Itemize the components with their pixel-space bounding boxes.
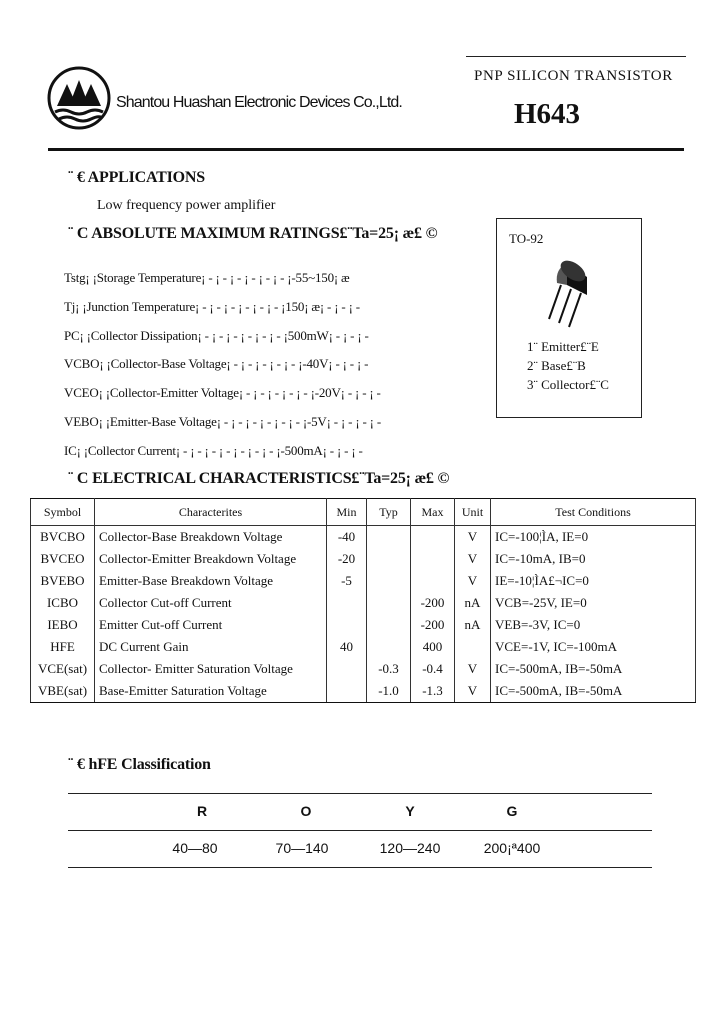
range-y: 120—240 (379, 840, 441, 856)
cell-symbol: ICBO (31, 592, 95, 614)
cell-typ (367, 548, 411, 570)
cell-characteristic: Emitter-Base Breakdown Voltage (95, 570, 327, 592)
table-header-row (31, 499, 696, 526)
cell-unit (455, 636, 491, 658)
rating-emitter-base-voltage: VEBO¡ ¡Emitter-Base Voltage¡ - ¡ - ¡ - ¡ - ¡ - ¡ - ¡-5V¡ - ¡ - ¡ - ¡ - (64, 414, 381, 429)
cell-unit: V (455, 680, 491, 703)
pin-1-emitter: 1¨ Emitter£¨E (527, 339, 599, 354)
cell-max: -200 (411, 592, 455, 614)
cell-typ (367, 570, 411, 592)
header-divider (48, 148, 684, 151)
cell-symbol: BVCBO (31, 526, 95, 549)
company-name: Shantou Huashan Electronic Devices Co.,Ltd. (116, 94, 402, 111)
cell-test-conditions: VCE=-1V, IC=-100mA (491, 636, 696, 658)
cell-typ (367, 614, 411, 636)
range-o: 70—140 (275, 840, 329, 856)
table-row (31, 636, 696, 658)
cell-test-conditions: VEB=-3V, IC=0 (491, 614, 696, 636)
cell-unit: V (455, 570, 491, 592)
cell-symbol: VBE(sat) (31, 680, 95, 703)
cell-max (411, 526, 455, 549)
cell-min (327, 658, 367, 680)
applications-heading: ¨ € APPLICATIONS (68, 169, 205, 186)
rating-junction-temperature: Tj¡ ¡Junction Temperature¡ - ¡ - ¡ - ¡ - ¡ - ¡ - ¡150¡ æ¡ - ¡ - ¡ - (64, 299, 360, 314)
rating-collector-emitter-voltage: VCEO¡ ¡Collector-Emitter Voltage¡ - ¡ - ¡ - ¡ - ¡ - ¡-20V¡ - ¡ - ¡ - (64, 385, 381, 400)
cell-typ (367, 526, 411, 549)
cell-test-conditions: IC=-500mA, IB=-50mA (491, 658, 696, 680)
cell-characteristic: Base-Emitter Saturation Voltage (95, 680, 327, 703)
col-symbol: Symbol (31, 499, 95, 526)
package-label: TO-92 (509, 231, 544, 246)
cell-max: -1.3 (411, 680, 455, 703)
table-row (31, 570, 696, 592)
cell-characteristic: Collector-Base Breakdown Voltage (95, 526, 327, 549)
grade-y: Y (405, 803, 415, 819)
cell-symbol: VCE(sat) (31, 658, 95, 680)
applications-text: Low frequency power amplifier (97, 198, 276, 213)
grade-g: G (506, 803, 518, 819)
cell-max (411, 548, 455, 570)
cell-typ (367, 592, 411, 614)
cell-characteristic: Collector Cut-off Current (95, 592, 327, 614)
classification-mid-rule (68, 830, 652, 831)
pin-3-collector: 3¨ Collector£¨C (527, 377, 609, 392)
range-g: 200¡ª400 (483, 840, 541, 856)
cell-min: 40 (327, 636, 367, 658)
company-logo (47, 66, 111, 130)
cell-test-conditions: IC=-10mA, IB=0 (491, 548, 696, 570)
classification-top-rule (68, 793, 652, 794)
cell-min: -40 (327, 526, 367, 549)
cell-unit: V (455, 548, 491, 570)
cell-symbol: IEBO (31, 614, 95, 636)
col-typ: Typ (367, 499, 411, 526)
rating-collector-dissipation: PC¡ ¡Collector Dissipation¡ - ¡ - ¡ - ¡ - ¡ - ¡ - ¡500mW¡ - ¡ - ¡ - (64, 328, 369, 343)
absolute-max-heading: ¨ C ABSOLUTE MAXIMUM RATINGS£¨Ta=25¡ æ£ © (68, 225, 438, 242)
table-row (31, 548, 696, 570)
to92-package-icon (537, 257, 607, 337)
grade-o: O (300, 803, 312, 819)
cell-unit: nA (455, 592, 491, 614)
pin-2-base: 2¨ Base£¨B (527, 358, 586, 373)
table-row (31, 592, 696, 614)
cell-min: -5 (327, 570, 367, 592)
cell-unit: V (455, 526, 491, 549)
rating-collector-base-voltage: VCBO¡ ¡Collector-Base Voltage¡ - ¡ - ¡ - ¡ - ¡ - ¡-40V¡ - ¡ - ¡ - (64, 356, 369, 371)
cell-min (327, 614, 367, 636)
cell-min (327, 680, 367, 703)
cell-unit: nA (455, 614, 491, 636)
table-row (31, 614, 696, 636)
cell-min: -20 (327, 548, 367, 570)
table-row (31, 658, 696, 680)
package-box (496, 218, 642, 418)
cell-max (411, 570, 455, 592)
cell-characteristic: Collector-Emitter Breakdown Voltage (95, 548, 327, 570)
cell-symbol: BVCEO (31, 548, 95, 570)
cell-characteristic: Collector- Emitter Saturation Voltage (95, 658, 327, 680)
classification-heading (68, 756, 211, 774)
cell-typ: -1.0 (367, 680, 411, 703)
cell-min (327, 592, 367, 614)
cell-typ (367, 636, 411, 658)
cell-symbol: BVEBO (31, 570, 95, 592)
cell-max: 400 (411, 636, 455, 658)
cell-test-conditions: VCB=-25V, IE=0 (491, 592, 696, 614)
range-r: 40—80 (172, 840, 218, 856)
cell-max: -200 (411, 614, 455, 636)
rating-storage-temperature: Tstg¡ ¡Storage Temperature¡ - ¡ - ¡ - ¡ - ¡ - ¡ - ¡-55~150¡ æ (64, 270, 350, 285)
grade-r: R (196, 803, 208, 819)
part-number: H643 (514, 98, 581, 130)
electrical-characteristics-table (30, 498, 696, 703)
cell-symbol: HFE (31, 636, 95, 658)
cell-test-conditions: IC=-100¦ÌA, IE=0 (491, 526, 696, 549)
cell-characteristic: DC Current Gain (95, 636, 327, 658)
device-type: PNP SILICON TRANSISTOR (474, 68, 673, 84)
cell-test-conditions: IE=-10¦ÌA£¬IC=0 (491, 570, 696, 592)
electrical-heading: ¨ C ELECTRICAL CHARACTERISTICS£¨Ta=25¡ æ£ © (68, 470, 450, 487)
col-characteristics: Characterites (95, 499, 327, 526)
col-unit: Unit (455, 499, 491, 526)
col-max: Max (411, 499, 455, 526)
header-rule (466, 56, 686, 57)
col-min: Min (327, 499, 367, 526)
cell-typ: -0.3 (367, 658, 411, 680)
cell-test-conditions: IC=-500mA, IB=-50mA (491, 680, 696, 703)
cell-max: -0.4 (411, 658, 455, 680)
rating-collector-current: IC¡ ¡Collector Current¡ - ¡ - ¡ - ¡ - ¡ - ¡ - ¡ - ¡-500mA¡ - ¡ - ¡ - (64, 443, 363, 458)
col-test-conditions: Test Conditions (491, 499, 696, 526)
cell-unit: V (455, 658, 491, 680)
table-row (31, 680, 696, 703)
classification-bottom-rule (68, 867, 652, 868)
table-row (31, 526, 696, 549)
classification-prefix: ¨ € hFE (68, 756, 118, 773)
classification-title: Classification (121, 756, 211, 773)
cell-characteristic: Emitter Cut-off Current (95, 614, 327, 636)
